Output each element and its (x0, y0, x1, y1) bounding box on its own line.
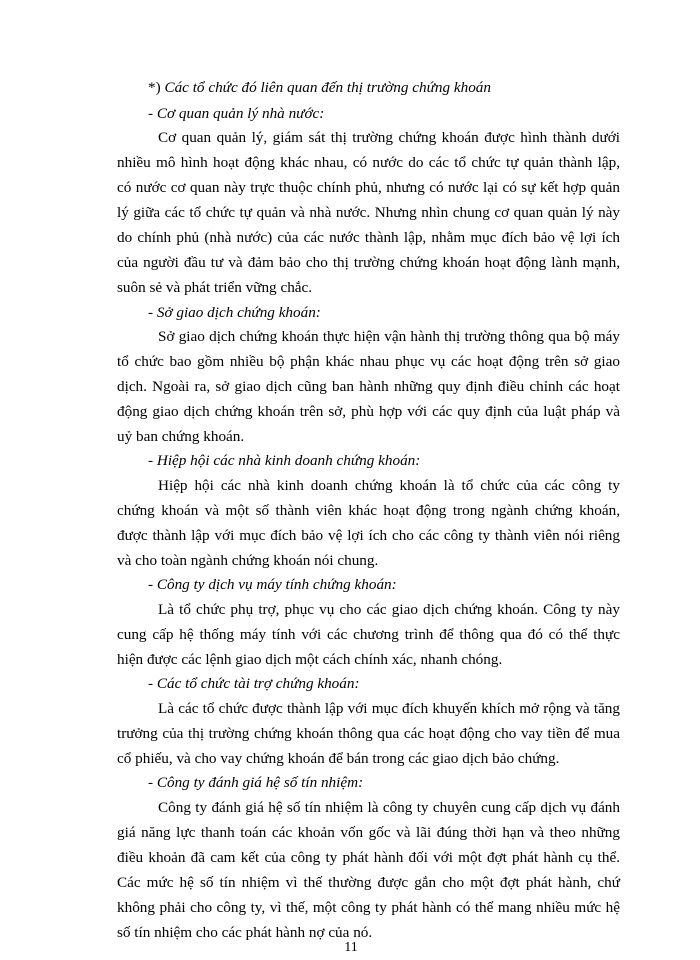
paragraph-line: số tín nhiệm cho các phát hành nợ của nó. (117, 924, 373, 941)
subsection-title-computer-services: - Công ty dịch vụ máy tính chứng khoán: (148, 576, 397, 593)
paragraph-line: uỷ ban chứng khoán. (117, 428, 245, 445)
paragraph-line: Các mức hệ số tín nhiệm vì thế thường được gắn cho một đợt phát hành, chứ (117, 874, 620, 891)
paragraph-line: cung cấp hệ thống máy tính với các chương trình để thông qua đó có thể thực (117, 626, 620, 643)
paragraph-line: hiện được các lệnh giao dịch một cách chính xác, nhanh chóng. (117, 651, 503, 668)
subsection-title-credit-rating: - Công ty đánh giá hệ số tín nhiệm: (148, 774, 364, 791)
paragraph-line: Cơ quan quản lý, giám sát thị trường chứng khoán được hình thành dưới (158, 129, 620, 146)
subsection-title-regulator: - Cơ quan quản lý nhà nước: (148, 105, 325, 122)
subsection-title-financing-organizations: - Các tổ chức tài trợ chứng khoán: (148, 675, 360, 692)
paragraph-line: Là tổ chức phụ trợ, phục vụ cho các giao dịch chứng khoán. Công ty này (158, 601, 620, 618)
heading-title: Các tổ chức đó liên quan đến thị trường chứng khoán (164, 79, 491, 96)
paragraph-line: Công ty đánh giá hệ số tín nhiệm là công ty chuyên cung cấp dịch vụ đánh (158, 799, 620, 816)
heading-prefix: *) (148, 79, 161, 96)
paragraph-line: nhiều mô hình hoạt động khác nhau, có nước do các tổ chức tự quản thành lập, (117, 154, 620, 171)
paragraph-line: cổ phiếu, và cho vay chứng khoán để bán trong các giao dịch bảo chứng. (117, 750, 560, 767)
paragraph-line: dịch. Ngoài ra, sở giao dịch cũng ban hành những quy định điều chỉnh các hoạt (117, 378, 620, 395)
paragraph-line: Là các tổ chức được thành lập với mục đích khuyến khích mở rộng và tăng (158, 700, 620, 717)
paragraph-line: động giao dịch chứng khoán trên sở, phù hợp với các quy định của luật pháp và (117, 403, 620, 420)
paragraph-line: và cho toàn ngành chứng khoán nói chung. (117, 552, 379, 569)
paragraph-line: tổ chức bao gồm nhiều bộ phận khác nhau phục vụ các hoạt động trên sở giao (117, 353, 620, 370)
paragraph-line: lý giữa các tổ chức tự quản và nhà nước. Nhưng nhìn chung cơ quan quản lý này (117, 204, 620, 221)
paragraph-line: không phải cho công ty, vì thế, một công ty phát hành có thể mang nhiều mức hệ (117, 899, 620, 916)
subsection-title-dealers-association: - Hiệp hội các nhà kinh doanh chứng khoán: (148, 452, 421, 469)
paragraph-line: Sở giao dịch chứng khoán thực hiện vận hành thị trường thông qua bộ máy (158, 328, 620, 345)
paragraph-line: điều khoản đã cam kết của công ty phát hành đối với một đợt phát hành cụ thể. (117, 849, 620, 866)
paragraph-line: có nước cơ quan này trực thuộc chính phủ, nhưng có nước lại có sự kết hợp quản (117, 179, 620, 196)
paragraph-line: trưởng của thị trường chứng khoán thông qua các hoạt động cho vay tiền để mua (117, 725, 620, 742)
paragraph-line: giá năng lực thanh toán các khoản vốn gốc và lãi đúng thời hạn và theo những (117, 824, 620, 841)
paragraph-line: do chính phủ (nhà nước) của các nước thành lập, nhằm mục đích bảo vệ lợi ích (117, 229, 620, 246)
section-heading (148, 78, 491, 98)
paragraph-line: chứng khoán và một số thành viên khác hoạt động trong ngành chứng khoán, (117, 502, 620, 519)
subsection-title-stock-exchange: - Sở giao dịch chứng khoán: (148, 304, 321, 321)
paragraph-line: Hiệp hội các nhà kinh doanh chứng khoán là tổ chức của các công ty (158, 477, 620, 494)
page-number: 11 (344, 940, 358, 955)
paragraph-line: suôn sẻ và phát triển vững chắc. (117, 279, 313, 296)
paragraph-line: được thành lập với mục đích bảo vệ lợi ích cho các công ty thành viên nói riêng (117, 527, 620, 544)
paragraph-line: của người đầu tư và đảm bảo cho thị trường chứng khoán hoạt động lành mạnh, (117, 254, 620, 271)
